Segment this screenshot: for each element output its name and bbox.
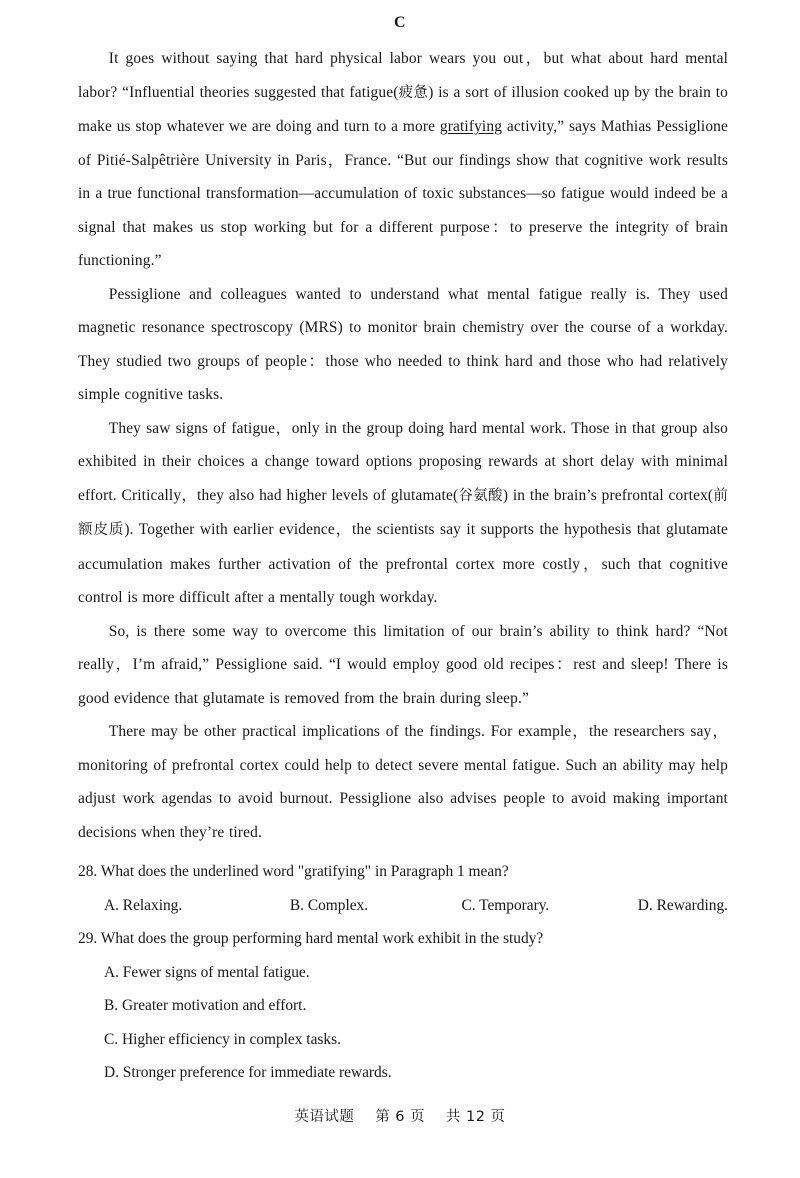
footer-subject: 英语试题 xyxy=(294,1109,355,1125)
question-29-option-a[interactable]: A. Fewer signs of mental fatigue. xyxy=(104,963,310,981)
question-29-option-b[interactable]: B. Greater motivation and effort. xyxy=(104,997,307,1014)
underlined-word-gratifying: gratifying xyxy=(439,118,503,135)
footer-page-number: 第 6 页 xyxy=(375,1109,426,1125)
question-28-option-d[interactable]: D. Rewarding. xyxy=(637,896,728,914)
paragraph-4: So, is there some way to overcome this limitation of our brain’s ability to think hard? “Not really，I’m afraid,” Pessiglione said. “I would employ good old recipes：rest and sleep! There is good evidence that glutamate is removed from the brain during sleep.” xyxy=(78,622,728,707)
question-28-options xyxy=(78,889,728,923)
question-29-stem: 29. What does the group performing hard mental work exhibit in the study? xyxy=(78,930,544,947)
paragraph-2: Pessiglione and colleagues wanted to understand what mental fatigue really is. They used magnetic resonance spectroscopy (MRS) to monitor brain chemistry over the course of a workday. They studied two groups of people：those who needed to think hard and those who had relatively simple cognitive tasks. xyxy=(78,285,728,403)
question-29-option-c[interactable]: C. Higher efficiency in complex tasks. xyxy=(104,1030,341,1048)
paragraph-1-part-2: activity,” says Mathias Pessiglione of Pitié-Salpêtrière University in Paris，France. “But our findings show that cognitive work results in a true functional transformation—accumulation of toxic substances—so fatigue would indeed be a signal that makes us stop working but for a different purpose：to preserve the integrity of brain functioning.” xyxy=(78,118,728,269)
question-29-option-d[interactable]: D. Stronger preference for immediate rewards. xyxy=(104,1064,392,1081)
question-28-option-b[interactable]: B. Complex. xyxy=(289,896,369,914)
paragraph-5: There may be other practical implications of the findings. For example，the researchers say，monitoring of prefrontal cortex could help to detect severe mental fatigue. Such an ability may help adjust work agendas to avoid burnout. Pessiglione also advises people to avoid making important decisions when they’re tired. xyxy=(78,723,728,841)
paragraph-3: They saw signs of fatigue，only in the group doing hard mental work. Those in that group also exhibited in their choices a change toward options proposing rewards at short delay with minimal effort. Critically，they also had higher levels of glutamate(谷氨酸) in the brain’s prefrontal cortex(前额皮质). Together with earlier evidence，the scientists say it supports the hypothesis that glutamate accumulation makes further activation of the prefrontal cortex more costly，such that cognitive control is more difficult after a mentally tough workday. xyxy=(78,419,729,606)
footer-total-pages: 共 12 页 xyxy=(445,1109,506,1125)
questions-list xyxy=(78,855,728,1090)
paragraph-1-part-1: It goes without saying that hard physical labor wears you out，but what about hard mental labor? “Influential theories suggested that fatigue(疲惫) is a sort of illusion cooked up by the brain to make us stop whatever we are doing and turn to a more xyxy=(78,50,729,135)
question-28-stem: 28. What does the underlined word "gratifying" in Paragraph 1 mean? xyxy=(78,863,509,880)
section-letter: C xyxy=(393,14,407,31)
question-28-option-c[interactable]: C. Temporary. xyxy=(461,896,550,914)
paragraph-1 xyxy=(78,42,728,278)
question-28-option-a[interactable]: A. Relaxing. xyxy=(104,896,183,914)
passage-content xyxy=(78,42,728,1090)
page-footer xyxy=(0,1105,800,1126)
